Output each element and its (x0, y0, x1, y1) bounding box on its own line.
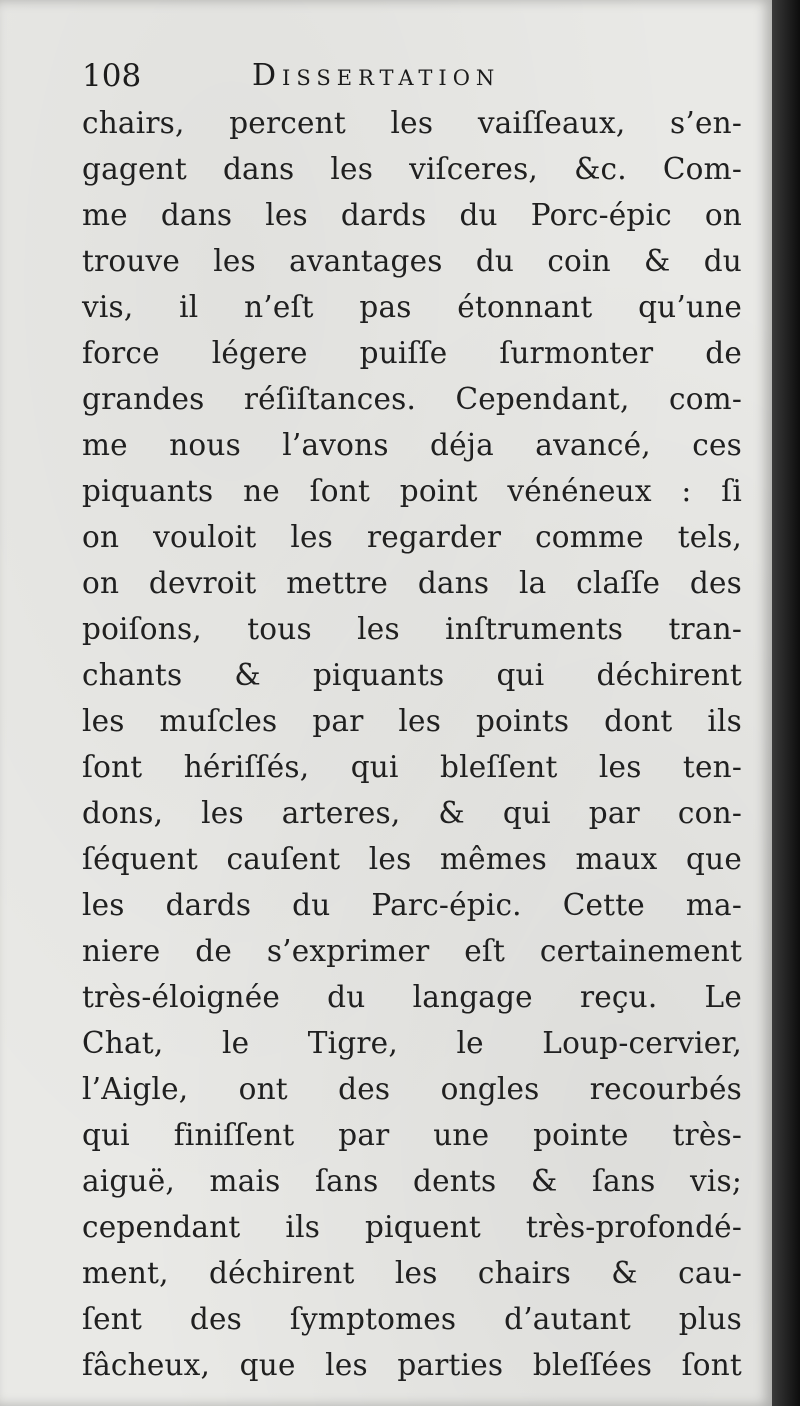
text-line: grandes réſiſtances. Cependant, com- (82, 382, 742, 416)
text-line: piquants ne ſont point vénéneux : ſi (82, 474, 742, 508)
text-line: trouve les avantages du coin & du (82, 244, 742, 278)
text-line: fâcheux, que les parties bleſſées ſont (82, 1348, 742, 1382)
page-header (82, 54, 742, 98)
body-text (82, 100, 742, 1388)
text-line: dons, les arteres, & qui par con- (82, 796, 742, 830)
text-line: me nous l’avons déja avancé, ces (82, 428, 742, 462)
text-line: l’Aigle, ont des ongles recourbés (82, 1072, 742, 1106)
page-edge-shadow (772, 0, 800, 1406)
text-line: on devroit mettre dans la claſſe des (82, 566, 742, 600)
text-line: les dards du Parc-épic. Cette ma- (82, 888, 742, 922)
text-line: me dans les dards du Porc-épic on (82, 198, 742, 232)
text-line: gagent dans les viſceres, &c. Com- (82, 152, 742, 186)
text-line: Chat, le Tigre, le Loup-cervier, (82, 1026, 742, 1060)
page-number: 108 (82, 58, 142, 94)
text-line: ſéquent cauſent les mêmes maux que (82, 842, 742, 876)
text-line: on vouloit les regarder comme tels, (82, 520, 742, 554)
text-line: ment, déchirent les chairs & cau- (82, 1256, 742, 1290)
text-line: niere de s’exprimer eſt certainement (82, 934, 742, 968)
text-line: force légere puiſſe ſurmonter de (82, 336, 742, 370)
text-line: ſent des ſymptomes d’autant plus (82, 1302, 742, 1336)
text-line: ſont hériſſés, qui bleſſent les ten- (82, 750, 742, 784)
text-line: très-éloignée du langage reçu. Le (82, 980, 742, 1014)
text-line: chants & piquants qui déchirent (82, 658, 742, 692)
text-line: qui finiſſent par une pointe très- (82, 1118, 742, 1152)
text-line: poiſons, tous les inſtruments tran- (82, 612, 742, 646)
text-line: cependant ils piquent très-profondé- (82, 1210, 742, 1244)
text-line: aiguë, mais ſans dents & ſans vis; (82, 1164, 742, 1198)
text-line: les muſcles par les points dont ils (82, 704, 742, 738)
text-line: vis, il n’eſt pas étonnant qu’une (82, 290, 742, 324)
running-title: Dissertation (252, 58, 501, 93)
text-line: chairs, percent les vaiſſeaux, s’en- (82, 106, 742, 140)
